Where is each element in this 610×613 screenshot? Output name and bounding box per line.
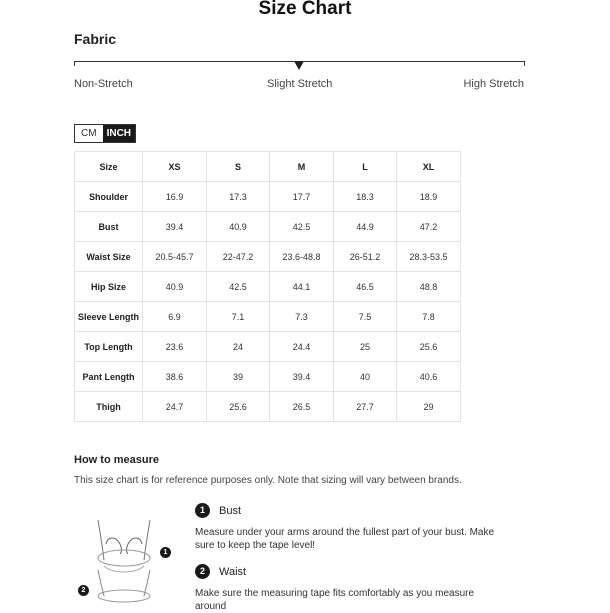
table-cell: 40 [334, 362, 397, 392]
table-cell: 48.8 [397, 272, 461, 302]
table-row-label: Bust [75, 212, 143, 242]
table-header-cell: M [270, 152, 334, 182]
how-to-measure-note: This size chart is for reference purposes only. Note that sizing will vary between brands. [74, 475, 462, 486]
table-cell: 24 [207, 332, 270, 362]
step-1-number-icon: 1 [195, 503, 210, 518]
table-cell: 7.3 [270, 302, 334, 332]
table-header-cell: XL [397, 152, 461, 182]
table-row-label: Sleeve Length [75, 302, 143, 332]
table-cell: 40.9 [207, 212, 270, 242]
measure-illustration [74, 510, 184, 600]
table-cell: 42.5 [207, 272, 270, 302]
page-title: Size Chart [258, 0, 352, 19]
unit-option-inch[interactable]: INCH [103, 125, 135, 142]
stretch-scale-tick-start [74, 61, 75, 66]
table-cell: 17.7 [270, 182, 334, 212]
stretch-level-marker-icon [294, 61, 304, 70]
step-1-title: Bust [219, 505, 242, 517]
table-cell: 39.4 [143, 212, 207, 242]
table-row-label: Top Length [75, 332, 143, 362]
table-cell: 22-47.2 [207, 242, 270, 272]
table-cell: 18.3 [334, 182, 397, 212]
table-header-cell: Size [75, 152, 143, 182]
table-row-label: Shoulder [75, 182, 143, 212]
table-cell: 23.6-48.8 [270, 242, 334, 272]
table-cell: 28.3-53.5 [397, 242, 461, 272]
table-cell: 27.7 [334, 392, 397, 422]
size-table [74, 151, 461, 422]
table-cell: 47.2 [397, 212, 461, 242]
table-cell: 7.1 [207, 302, 270, 332]
table-cell: 25.6 [207, 392, 270, 422]
table-cell: 44.9 [334, 212, 397, 242]
unit-option-cm[interactable]: CM [75, 125, 103, 142]
table-row-label: Hip Size [75, 272, 143, 302]
table-cell: 39.4 [270, 362, 334, 392]
table-cell: 17.3 [207, 182, 270, 212]
waist-marker-badge: 2 [78, 585, 89, 596]
table-row [75, 182, 461, 212]
table-cell: 6.9 [143, 302, 207, 332]
table-row [75, 302, 461, 332]
table-header-cell: XS [143, 152, 207, 182]
table-row [75, 362, 461, 392]
table-cell: 25.6 [397, 332, 461, 362]
table-cell: 40.6 [397, 362, 461, 392]
table-header-row [75, 152, 461, 182]
step-2-number-icon: 2 [195, 564, 210, 579]
table-row [75, 272, 461, 302]
step-2-title: Waist [219, 566, 247, 578]
table-header-cell: L [334, 152, 397, 182]
table-cell: 23.6 [143, 332, 207, 362]
table-row [75, 392, 461, 422]
table-cell: 39 [207, 362, 270, 392]
fabric-section-title: Fabric [74, 31, 117, 47]
table-row [75, 212, 461, 242]
table-cell: 26.5 [270, 392, 334, 422]
table-cell: 40.9 [143, 272, 207, 302]
table-cell: 20.5-45.7 [143, 242, 207, 272]
table-cell: 24.4 [270, 332, 334, 362]
table-cell: 25 [334, 332, 397, 362]
stretch-scale-tick-end [524, 61, 525, 66]
table-cell: 16.9 [143, 182, 207, 212]
stretch-label-high-stretch: High Stretch [463, 78, 524, 90]
table-row-label: Waist Size [75, 242, 143, 272]
table-cell: 7.5 [334, 302, 397, 332]
table-cell: 18.9 [397, 182, 461, 212]
stretch-label-slight-stretch: Slight Stretch [267, 78, 333, 90]
table-cell: 7.8 [397, 302, 461, 332]
table-row [75, 242, 461, 272]
stretch-label-non-stretch: Non-Stretch [74, 78, 133, 90]
table-cell: 24.7 [143, 392, 207, 422]
table-row-label: Pant Length [75, 362, 143, 392]
table-row-label: Thigh [75, 392, 143, 422]
table-cell: 42.5 [270, 212, 334, 242]
table-cell: 44.1 [270, 272, 334, 302]
table-cell: 29 [397, 392, 461, 422]
how-to-measure-title: How to measure [74, 454, 159, 466]
table-cell: 46.5 [334, 272, 397, 302]
step-2-description: Make sure the measuring tape fits comfortably as you measure around [195, 588, 475, 612]
table-cell: 38.6 [143, 362, 207, 392]
table-row [75, 332, 461, 362]
step-1-description: Measure under your arms around the fullest part of your bust. Make sure to keep the tape level! [195, 527, 495, 551]
table-cell: 26-51.2 [334, 242, 397, 272]
bust-marker-badge: 1 [160, 547, 171, 558]
unit-toggle [74, 124, 136, 143]
table-header-cell: S [207, 152, 270, 182]
